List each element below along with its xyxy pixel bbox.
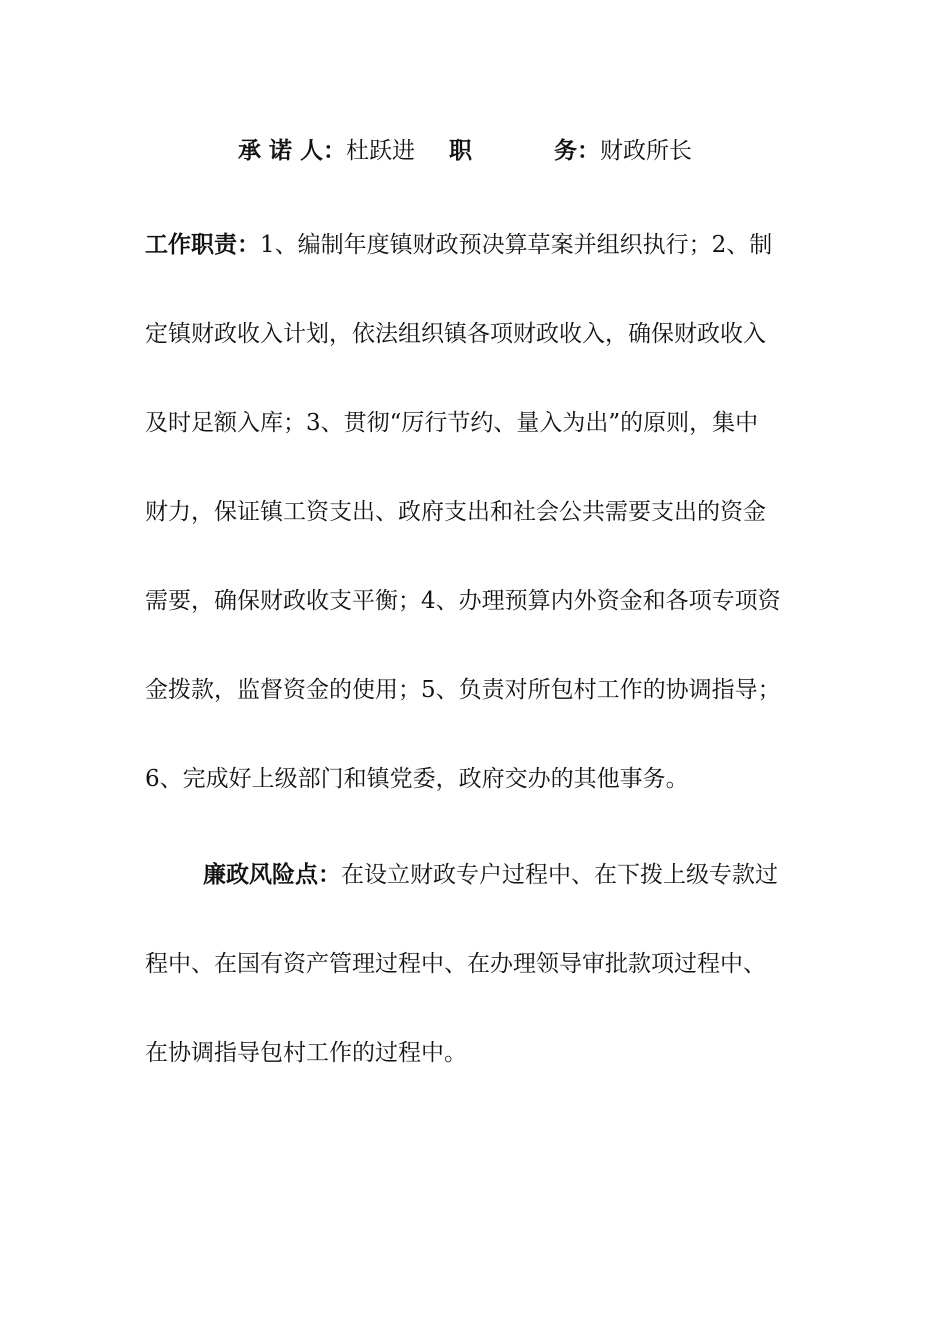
duties-paragraph xyxy=(145,228,807,851)
duties-line: 定镇财政收入计划，依法组织镇各项财政收入，确保财政收入 xyxy=(145,321,766,347)
promisor-name: 杜跃进 xyxy=(346,138,416,164)
risk-line xyxy=(145,858,807,947)
duties-line: 6、完成好上级部门和镇党委，政府交办的其他事务。 xyxy=(145,766,689,792)
position-value: 财政所长 xyxy=(600,138,693,164)
duties-line: 金拨款，监督资金的使用；5、负责对所包村工作的协调指导； xyxy=(145,677,781,703)
risk-line-text: 在设立财政专户过程中、在下拨上级专款过 xyxy=(341,862,778,888)
duties-line: 需要，确保财政收支平衡；4、办理预算内外资金和各项专项资 xyxy=(145,588,781,614)
position-label-first: 职 xyxy=(449,137,473,164)
risk-line: 程中、在国有资产管理过程中、在办理领导审批款项过程中、 xyxy=(145,951,766,977)
duties-label: 工作职责： xyxy=(145,231,260,258)
risk-label: 廉政风险点： xyxy=(203,861,341,888)
position-label-second: 务： xyxy=(554,137,601,164)
duties-line: 财力，保证镇工资支出、政府支出和社会公共需要支出的资金 xyxy=(145,499,766,525)
promise-header xyxy=(238,134,692,168)
risk-line: 在协调指导包村工作的过程中。 xyxy=(145,1040,467,1066)
promisor-label: 承 诺 人： xyxy=(238,137,347,164)
duties-line: 及时足额入库；3、贯彻“厉行节约、量入为出”的原则，集中 xyxy=(145,410,759,436)
duties-line xyxy=(145,228,807,317)
risk-paragraph xyxy=(145,858,807,1125)
duties-line-text: 1、编制年度镇财政预决算草案并组织执行；2、制 xyxy=(260,232,773,258)
